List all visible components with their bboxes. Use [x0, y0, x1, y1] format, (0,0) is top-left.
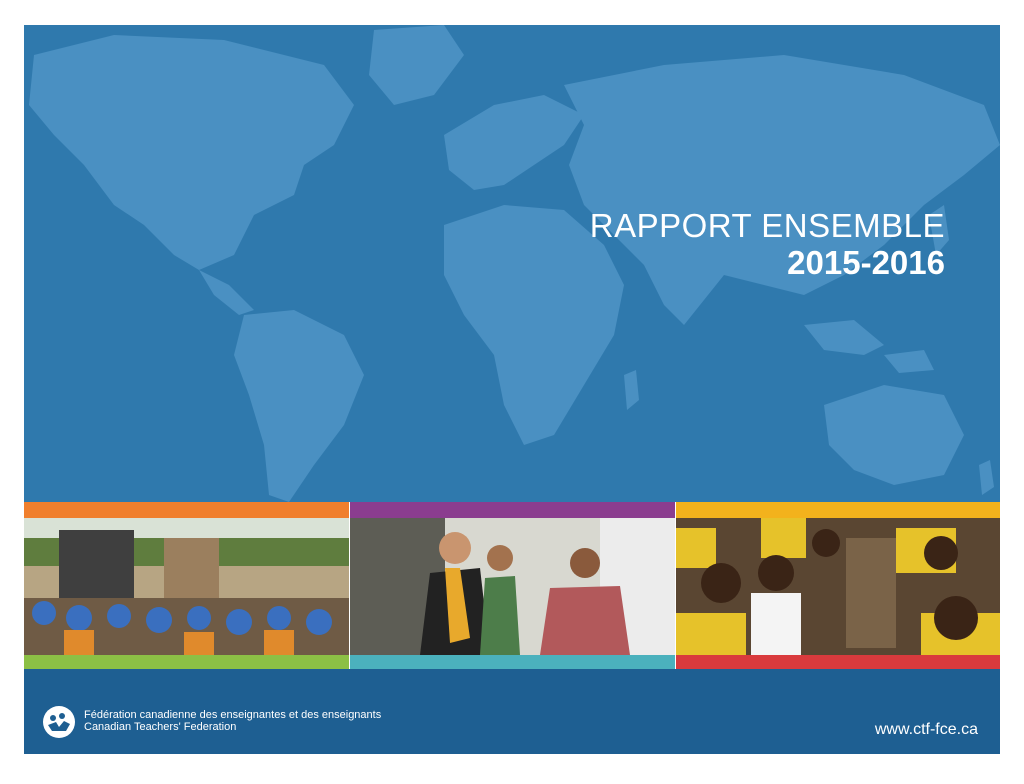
website-link[interactable]: www.ctf-fce.ca: [874, 721, 978, 738]
red-bar: [676, 655, 1000, 669]
students-yellow-uniform-image: [676, 518, 1000, 655]
children-outdoor-class-image: [24, 518, 349, 655]
students-classroom-photo: [676, 502, 1000, 669]
teal-bar: [350, 655, 675, 669]
photo-strip: [24, 502, 1000, 669]
ctf-logo-icon: [42, 705, 76, 739]
org-name-fr: Fédération canadienne des enseignantes et des enseignants: [84, 709, 382, 721]
award-ceremony-photo: [350, 502, 675, 669]
women-handshake-image: [350, 518, 675, 655]
orange-bar: [24, 502, 349, 518]
footer: [24, 669, 1000, 754]
report-title: RAPPORT ENSEMBLE: [589, 207, 945, 244]
title-block: [590, 208, 945, 282]
world-map-panel: [24, 25, 1000, 502]
outdoor-classroom-photo: [24, 502, 349, 669]
yellow-bar: [676, 502, 1000, 518]
purple-bar: [350, 502, 675, 518]
green-bar: [24, 655, 349, 669]
org-name-en: Canadian Teachers' Federation: [84, 721, 237, 733]
report-years: 2015-2016: [787, 244, 945, 281]
organization-name: [84, 709, 381, 733]
report-cover: [24, 25, 1000, 754]
